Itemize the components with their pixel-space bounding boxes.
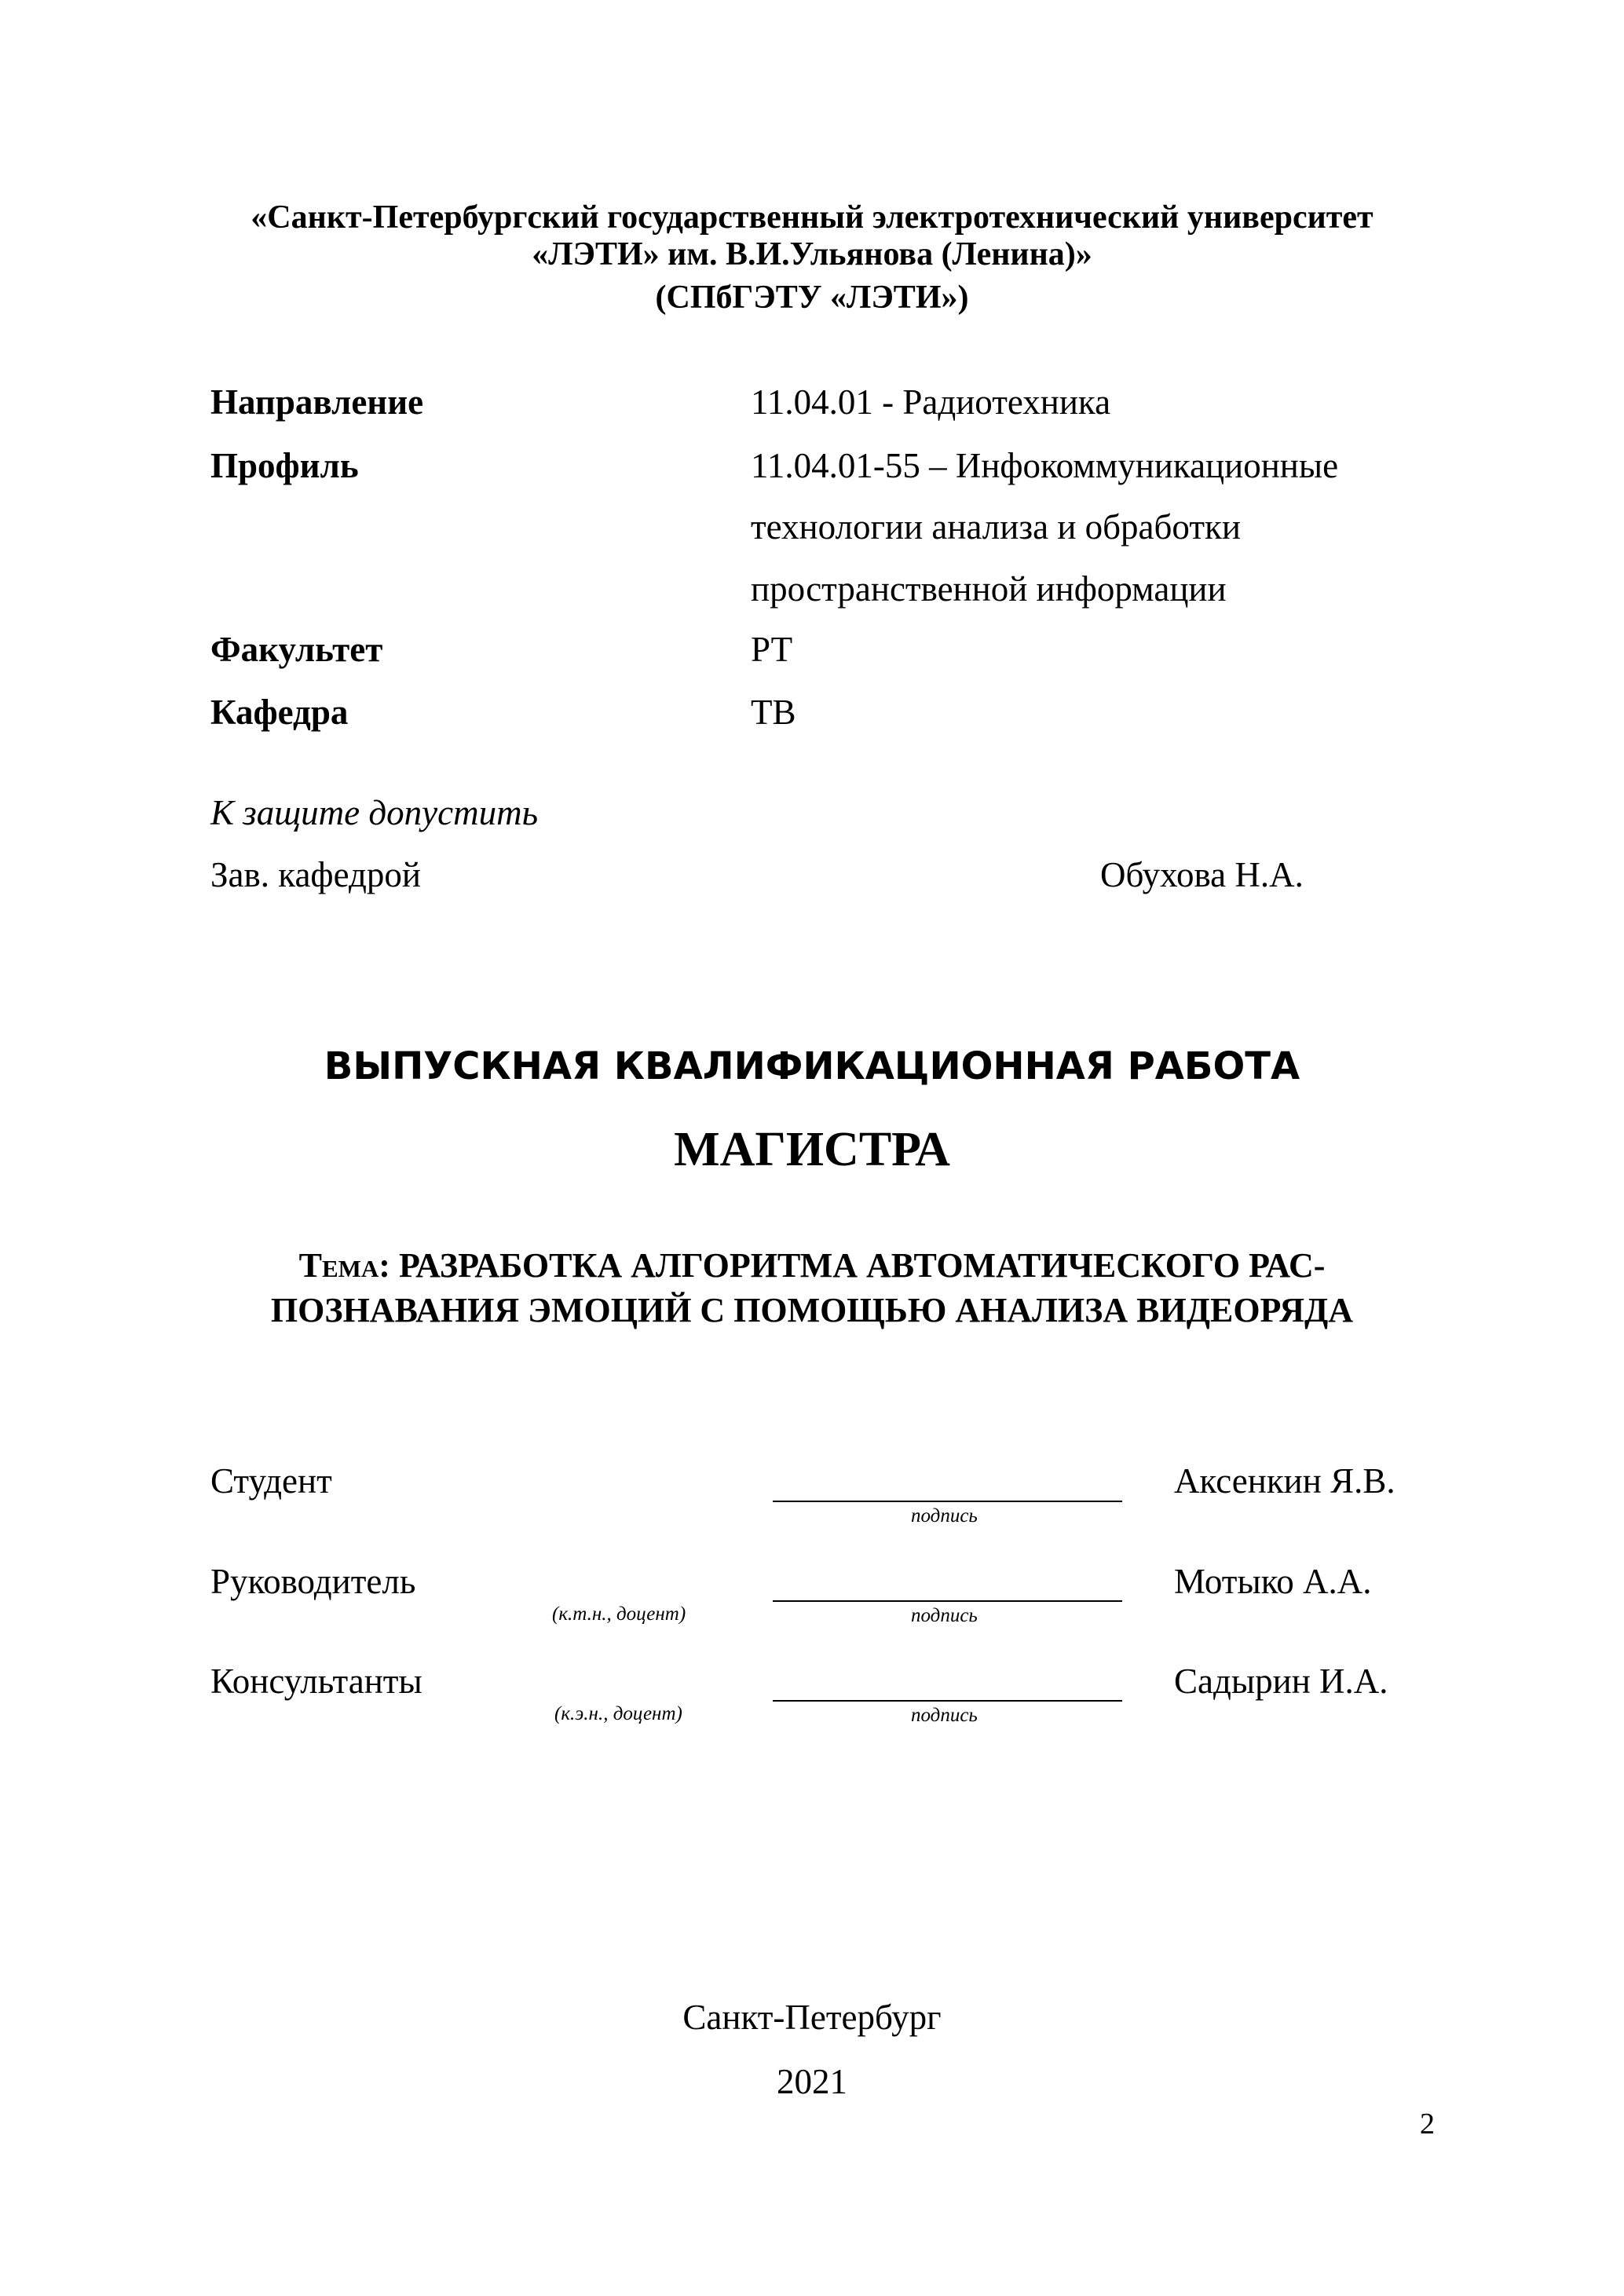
signature-name: Мотыко А.А. <box>1174 1562 1372 1601</box>
title-line-2: МАГИСТРА <box>674 1123 950 1176</box>
header-line-2: «ЛЭТИ» им. В.И.Ульянова (Ленина)» <box>532 236 1092 272</box>
profile-value-line: технологии анализа и обработки <box>751 507 1241 547</box>
direction-value: 11.04.01 - Радиотехника <box>751 382 1111 422</box>
signature-line <box>773 1700 1122 1702</box>
profile-label: Профиль <box>210 446 359 485</box>
signature-name: Аксенкин Я.В. <box>1174 1461 1395 1501</box>
signature-line <box>773 1600 1122 1602</box>
title-line-1: ВЫПУСКНАЯ КВАЛИФИКАЦИОННАЯ РАБОТА <box>324 1044 1300 1088</box>
signature-line <box>773 1501 1122 1502</box>
topic-text-1: РАЗРАБОТКА АЛГОРИТМА АВТОМАТИЧЕСКОГО РАС- <box>398 1246 1326 1285</box>
page-number: 2 <box>1420 2108 1435 2141</box>
topic-line-2: ПОЗНАВАНИЯ ЭМОЦИЙ С ПОМОЩЬЮ АНАЛИЗА ВИДЕОРЯДА <box>270 1291 1354 1329</box>
admit-text: К защите допустить <box>210 793 539 832</box>
header-line-3: (СПбГЭТУ «ЛЭТИ») <box>655 280 969 316</box>
signature-caption: подпись <box>911 1605 978 1626</box>
topic-line-1 <box>0 1246 1624 1285</box>
signature-caption: подпись <box>911 1705 978 1726</box>
city: Санкт-Петербург <box>682 1998 942 2037</box>
signature-caption: подпись <box>911 1505 978 1526</box>
faculty-label: Факультет <box>210 630 383 669</box>
signature-degree: (к.э.н., доцент) <box>554 1703 682 1724</box>
year: 2021 <box>777 2062 847 2101</box>
signature-role: Руководитель <box>210 1562 416 1601</box>
profile-value-line: пространственной информации <box>751 569 1227 609</box>
signature-name: Садырин И.А. <box>1174 1662 1388 1701</box>
direction-label: Направление <box>210 382 424 422</box>
header-line-1: «Санкт-Петербургский государственный электротехнический университет <box>251 199 1373 236</box>
department-label: Кафедра <box>210 693 349 732</box>
department-value: ТВ <box>751 693 796 732</box>
head-name: Обухова Н.А. <box>1100 855 1304 894</box>
faculty-value: РТ <box>751 630 793 669</box>
topic-prefix: Тема: <box>298 1246 390 1285</box>
profile-value-line: 11.04.01-55 – Инфокоммуникационные <box>751 446 1339 485</box>
head-label: Зав. кафедрой <box>210 855 421 894</box>
signature-role: Консультанты <box>210 1662 422 1701</box>
signature-degree: (к.т.н., доцент) <box>552 1603 686 1625</box>
signature-role: Студент <box>210 1461 332 1501</box>
